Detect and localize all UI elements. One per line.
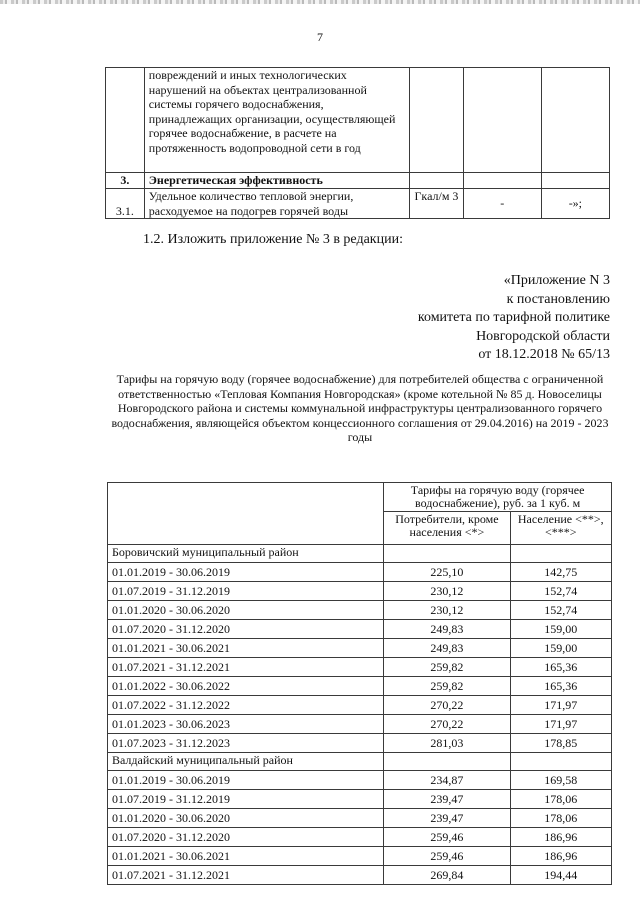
period: 01.01.2019 - 30.06.2019: [108, 771, 384, 790]
table-row: [108, 734, 612, 753]
row-number: 3.1.: [106, 189, 145, 219]
period: 01.07.2022 - 31.12.2022: [108, 696, 384, 715]
appendix-line: комитета по тарифной политике: [417, 310, 610, 325]
table-row: [108, 639, 612, 658]
amendment-paragraph: 1.2. Изложить приложение № 3 в редакции:: [143, 232, 403, 247]
tariff-consumers: 230,12: [384, 601, 510, 620]
tariff-consumers: 249,83: [384, 620, 510, 639]
tariff-population: 186,96: [510, 847, 611, 866]
tariff-population: 171,97: [510, 715, 611, 734]
value-2: [541, 173, 609, 189]
appendix-header: [418, 272, 610, 365]
period: 01.01.2020 - 30.06.2020: [108, 601, 384, 620]
appendix-line: «Приложение N 3: [503, 273, 610, 288]
table-row: [108, 658, 612, 677]
value-1: -: [463, 189, 541, 219]
tariff-population: 169,58: [510, 771, 611, 790]
section-row: [106, 173, 610, 189]
table-row: [108, 847, 612, 866]
table-row: [108, 771, 612, 790]
period: 01.01.2019 - 30.06.2019: [108, 563, 384, 582]
period: 01.07.2021 - 31.12.2021: [108, 658, 384, 677]
period: 01.01.2021 - 30.06.2021: [108, 847, 384, 866]
tariff-population: 165,36: [510, 677, 611, 696]
value-2: -»;: [541, 189, 609, 219]
tariff-consumers: 259,82: [384, 677, 510, 696]
period: 01.01.2021 - 30.06.2021: [108, 639, 384, 658]
appendix-line: от 18.12.2018 № 65/13: [478, 347, 610, 362]
table-row: [106, 68, 610, 173]
section-number: 3.: [106, 173, 145, 189]
tariff-population: 186,96: [510, 828, 611, 847]
tariff-consumers: 230,12: [384, 582, 510, 601]
value-1: [463, 173, 541, 189]
period: 01.07.2023 - 31.12.2023: [108, 734, 384, 753]
tariff-consumers: 259,46: [384, 847, 510, 866]
tariff-consumers: 239,47: [384, 790, 510, 809]
tariff-consumers: 225,10: [384, 563, 510, 582]
col-header-population: Население <**>, <***>: [510, 512, 611, 545]
empty-cell: [384, 545, 510, 563]
tariff-population: 152,74: [510, 601, 611, 620]
scan-edge: [0, 0, 640, 4]
table-row: [108, 809, 612, 828]
value-1: [463, 68, 541, 173]
tariff-population: 165,36: [510, 658, 611, 677]
district-name: Боровичский муниципальный район: [108, 545, 384, 563]
unit: Гкал/м 3: [410, 189, 464, 219]
row-number: [106, 68, 145, 173]
table-row: [108, 677, 612, 696]
unit: [410, 173, 464, 189]
section-title: Энергетическая эффективность: [144, 173, 409, 189]
tariff-population: 194,44: [510, 866, 611, 885]
tariff-population: 178,85: [510, 734, 611, 753]
indicators-table-continuation: [105, 67, 610, 219]
appendix-line: Новгородской области: [476, 328, 610, 344]
district-row: [108, 545, 612, 563]
value-2: [541, 68, 609, 173]
tariff-population: 171,97: [510, 696, 611, 715]
empty-cell: [510, 753, 611, 771]
period: 01.01.2023 - 30.06.2023: [108, 715, 384, 734]
empty-cell: [510, 545, 611, 563]
table-row: [108, 828, 612, 847]
table-row: [108, 790, 612, 809]
period: 01.07.2021 - 31.12.2021: [108, 866, 384, 885]
tariff-consumers: 249,83: [384, 639, 510, 658]
tariff-group-header: Тарифы на горячую воду (горячее водоснабжение), руб. за 1 куб. м: [384, 483, 612, 512]
tariff-population: 159,00: [510, 620, 611, 639]
tariff-consumers: 259,46: [384, 828, 510, 847]
tariff-table-title: Тарифы на горячую воду (горячее водоснабжение) для потребителей общества с ограниченной ответственностью «Тепловая Компания Новгородская» (кроме котельной № 85 д. Новоселицы Новгородского района и системы коммунальной инфраструктуры централизованного горячего водоснабжения, являющейся объектом концессионного соглашения от 29.04.2016) на 2019 - 2023 годы: [111, 372, 609, 444]
district-name: Валдайский муниципальный район: [108, 753, 384, 771]
indicator-name: Удельное количество тепловой энергии, расходуемое на подогрев горячей воды: [144, 189, 409, 219]
period: 01.07.2020 - 31.12.2020: [108, 620, 384, 639]
empty-header-cell: [108, 483, 384, 545]
tariff-consumers: 239,47: [384, 809, 510, 828]
table-row: [108, 715, 612, 734]
tariff-table-body: [108, 545, 612, 885]
indicator-name: повреждений и иных технологических нарушений на объектах централизованной системы горячего водоснабжения, принадлежащих организации, осуществляющей горячее водоснабжение, в расчете на протяженность водопроводной сети в год: [144, 68, 409, 173]
table-row: [108, 620, 612, 639]
period: 01.07.2019 - 31.12.2019: [108, 582, 384, 601]
period: 01.07.2020 - 31.12.2020: [108, 828, 384, 847]
tariff-consumers: 270,22: [384, 696, 510, 715]
tariff-population: 159,00: [510, 639, 611, 658]
tariff-consumers: 269,84: [384, 866, 510, 885]
period: 01.01.2020 - 30.06.2020: [108, 809, 384, 828]
district-row: [108, 753, 612, 771]
tariff-consumers: 259,82: [384, 658, 510, 677]
page-number: 7: [317, 30, 323, 44]
tariff-consumers: 234,87: [384, 771, 510, 790]
col-header-consumers: Потребители, кроме населения <*>: [384, 512, 510, 545]
empty-cell: [384, 753, 510, 771]
tariff-population: 178,06: [510, 809, 611, 828]
tariff-population: 152,74: [510, 582, 611, 601]
table-row: [108, 866, 612, 885]
tariff-population: 142,75: [510, 563, 611, 582]
tariff-consumers: 281,03: [384, 734, 510, 753]
table-row: [106, 189, 610, 219]
appendix-line: к постановлению: [506, 291, 610, 307]
period: 01.07.2019 - 31.12.2019: [108, 790, 384, 809]
table-row: [108, 601, 612, 620]
unit: [410, 68, 464, 173]
tariff-consumers: 270,22: [384, 715, 510, 734]
header-row: [108, 483, 612, 512]
tariff-table: [107, 482, 612, 885]
table-row: [108, 582, 612, 601]
table-row: [108, 563, 612, 582]
period: 01.01.2022 - 30.06.2022: [108, 677, 384, 696]
table-row: [108, 696, 612, 715]
tariff-population: 178,06: [510, 790, 611, 809]
